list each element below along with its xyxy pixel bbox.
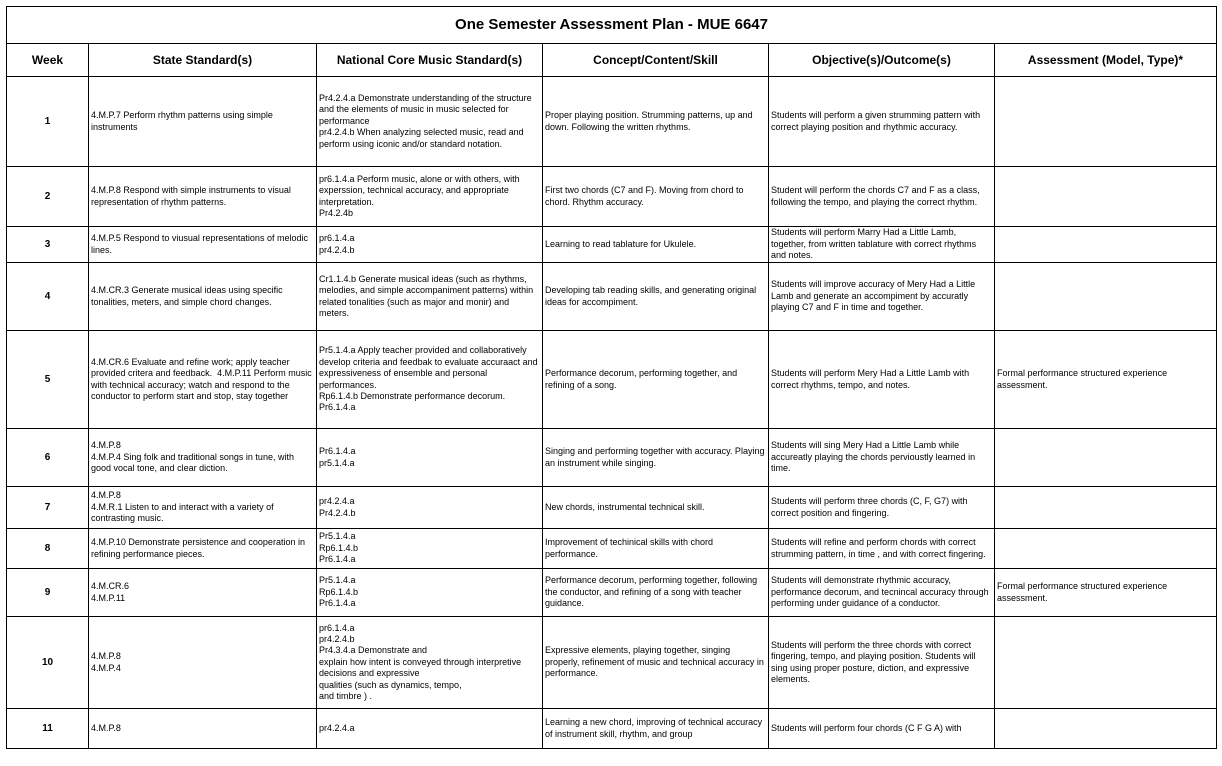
objective-text: Student will perform the chords C7 and F as a class, following the tempo, and playing the correct rhythm. <box>771 185 983 207</box>
concept-cell <box>543 77 769 167</box>
state-cell <box>89 529 317 569</box>
state-cell <box>89 709 317 749</box>
header-national-standards: National Core Music Standard(s) <box>317 44 543 77</box>
header-assessment: Assessment (Model, Type)* <box>995 44 1217 77</box>
concept-cell <box>543 429 769 487</box>
national-text: Pr5.1.4.a Apply teacher provided and collaboratively develop criteria and feedbak to evaluate accuraact and expressiveness of ensemble and personal performances. <box>319 345 541 390</box>
objective-cell <box>769 569 995 617</box>
header-state-standards: State Standard(s) <box>89 44 317 77</box>
national-cell <box>317 429 543 487</box>
national-text: Pr5.1.4.a <box>319 575 356 586</box>
header-week: Week <box>7 44 89 77</box>
assessment-cell <box>995 227 1217 263</box>
week-cell: 10 <box>7 617 89 709</box>
objective-cell <box>769 709 995 749</box>
header-row <box>7 44 1217 77</box>
state-text: 4.M.P.4 <box>91 662 121 673</box>
state-cell <box>89 487 317 529</box>
table-row <box>7 617 1217 709</box>
concept-text: Learning a new chord, improving of technical accuracy of instrument skill, rhythm, and group <box>545 717 765 739</box>
concept-text: Developing tab reading skills, and generating original ideas for accompiment. <box>545 285 759 307</box>
national-cell <box>317 263 543 331</box>
national-text: Pr4.3.4.a Demonstrate and <box>319 645 428 656</box>
state-text: 4.M.P.8 <box>91 490 121 501</box>
week-cell: 2 <box>7 167 89 227</box>
assessment-text: Formal performance structured experience assessment. <box>997 368 1170 390</box>
week-cell: 11 <box>7 709 89 749</box>
objective-text: Students will perform Mery Had a Little Lamb with correct rhythms, tempo, and notes. <box>771 368 972 390</box>
table-row <box>7 529 1217 569</box>
objective-cell <box>769 263 995 331</box>
concept-cell <box>543 569 769 617</box>
table-row <box>7 487 1217 529</box>
objective-text: Students will perform the three chords with correct fingering, tempo, and playing position. Students will sing using proper posture, diction, and expressive elements. <box>771 639 979 684</box>
objective-cell <box>769 227 995 263</box>
state-text: 4.M.CR.6 Evaluate and refine work; apply teacher provided critera and feedback. 4.M.P.11 Perform music with technical accuracy; watch and respond to the conductor to perform start and stop, stay together <box>91 356 315 401</box>
assessment-cell <box>995 529 1217 569</box>
assessment-text: Formal performance structured experience assessment. <box>997 581 1170 603</box>
national-cell <box>317 617 543 709</box>
national-text: qualities (such as dynamics, tempo, <box>319 679 462 690</box>
sheet-title: One Semester Assessment Plan - MUE 6647 <box>7 7 1217 44</box>
table-row <box>7 569 1217 617</box>
concept-cell <box>543 331 769 429</box>
concept-cell <box>543 487 769 529</box>
assessment-plan-sheet <box>6 6 1216 749</box>
objective-text: Students will perform three chords (C, F, G7) with correct position and fingering. <box>771 496 971 518</box>
concept-text: Performance decorum, performing together, and refining of a song. <box>545 368 740 390</box>
concept-text: Proper playing position. Strumming patterns, up and down. Following the written rhythms. <box>545 110 756 132</box>
concept-cell <box>543 529 769 569</box>
table-row <box>7 429 1217 487</box>
objective-text: Students will sing Mery Had a Little Lamb while accureatly playing the chords pervioustly learned in time. <box>771 440 978 474</box>
week-cell: 4 <box>7 263 89 331</box>
state-text: 4.M.P.4 Sing folk and traditional songs in tune, with good vocal tone, and clear diction. <box>91 451 297 474</box>
national-text: Rp6.1.4.b <box>319 586 359 597</box>
national-cell <box>317 487 543 529</box>
assessment-cell <box>995 569 1217 617</box>
concept-text: Performance decorum, performing together, following the conductor, and refining of a song with teacher guidance. <box>545 575 760 609</box>
concept-text: First two chords (C7 and F). Moving from chord to chord. Rhythm accuracy. <box>545 185 747 207</box>
assessment-cell <box>995 77 1217 167</box>
concept-cell <box>543 227 769 263</box>
national-text: Rp6.1.4.b Demonstrate performance decorum. <box>319 390 506 401</box>
objective-text: Students will refine and perform chords with correct strumming pattern, in time , and with correct fingering. <box>771 537 986 559</box>
state-cell <box>89 429 317 487</box>
national-text: pr6.1.4.a Perform music, alone or with others, with experssion, technical accuracy, and appropriate interpretation. <box>319 173 523 207</box>
national-text: Pr6.1.4.a <box>319 598 356 609</box>
state-cell <box>89 167 317 227</box>
week-cell: 6 <box>7 429 89 487</box>
state-text: 4.M.P.7 Perform rhythm patterns using simple instruments <box>91 110 276 132</box>
state-text: 4.M.CR.3 Generate musical ideas using specific tonalities, meters, and simple chord changes. <box>91 285 286 307</box>
national-cell <box>317 709 543 749</box>
concept-text: Expressive elements, playing together, singing properly, refinement of music and technical accuracy in performance. <box>545 645 767 679</box>
state-text: 4.M.P.8 Respond with simple instruments to visual representation of rhythm patterns. <box>91 185 294 207</box>
objective-cell <box>769 331 995 429</box>
objective-text: Students will perform Marry Had a Little Lamb, together, from written tablature with correct rhythms and notes. <box>771 227 979 261</box>
concept-cell <box>543 167 769 227</box>
national-cell <box>317 227 543 263</box>
objective-text: Students will perform a given strumming pattern with correct playing position and rhythmic accuracy. <box>771 110 983 132</box>
assessment-plan-table <box>6 6 1217 749</box>
assessment-cell <box>995 429 1217 487</box>
objective-text: Students will perform four chords (C F G A) with <box>771 722 962 733</box>
state-text: 4.M.P.8 <box>91 440 121 451</box>
table-body <box>7 77 1217 749</box>
national-text: pr4.2.4.b <box>319 633 355 644</box>
national-text: Pr6.1.4.a <box>319 402 356 413</box>
national-text: pr4.2.4.b When analyzing selected music, read and perform using iconic and/or standard notation. <box>319 127 527 149</box>
state-cell <box>89 331 317 429</box>
assessment-cell <box>995 487 1217 529</box>
national-text: pr6.1.4.a <box>319 233 355 244</box>
national-text: Cr1.1.4.b Generate musical ideas (such as rhythms, melodies, and simple accompaniment patterns) within related tonalities (such as major and monir) and meters. <box>319 273 536 318</box>
objective-cell <box>769 167 995 227</box>
national-text: Pr6.1.4.a <box>319 554 356 565</box>
header-concept: Concept/Content/Skill <box>543 44 769 77</box>
state-text: 4.M.P.5 Respond to viusual representations of melodic lines. <box>91 233 311 255</box>
state-text: 4.M.P.8 <box>91 722 121 733</box>
state-cell <box>89 617 317 709</box>
state-cell <box>89 263 317 331</box>
assessment-cell <box>995 167 1217 227</box>
state-cell <box>89 227 317 263</box>
assessment-cell <box>995 709 1217 749</box>
state-text: 4.M.R.1 Listen to and interact with a variety of contrasting music. <box>91 501 277 524</box>
state-text: 4.M.P.10 Demonstrate persistence and cooperation in refining performance pieces. <box>91 537 308 559</box>
state-text: 4.M.P.11 <box>91 592 126 603</box>
assessment-cell <box>995 263 1217 331</box>
concept-text: New chords, instrumental technical skill. <box>545 501 705 512</box>
national-text: pr6.1.4.a <box>319 622 355 633</box>
national-text: Rp6.1.4.b <box>319 542 359 553</box>
national-cell <box>317 77 543 167</box>
national-text: pr5.1.4.a <box>319 457 355 468</box>
week-cell: 8 <box>7 529 89 569</box>
objective-cell <box>769 529 995 569</box>
national-text: pr4.2.4.b <box>319 244 355 255</box>
table-row <box>7 263 1217 331</box>
national-text: pr4.2.4.a <box>319 496 355 507</box>
week-cell: 9 <box>7 569 89 617</box>
concept-text: Improvement of techinical skills with chord performance. <box>545 537 716 559</box>
national-cell <box>317 569 543 617</box>
objective-cell <box>769 487 995 529</box>
state-text: 4.M.P.8 <box>91 651 121 662</box>
table-row <box>7 227 1217 263</box>
concept-cell <box>543 617 769 709</box>
national-text: and timbre ) . <box>319 691 373 702</box>
week-cell: 1 <box>7 77 89 167</box>
national-cell <box>317 167 543 227</box>
table-row <box>7 77 1217 167</box>
national-text: Pr4.2.4b <box>319 207 354 218</box>
objective-cell <box>769 429 995 487</box>
week-cell: 5 <box>7 331 89 429</box>
objective-cell <box>769 617 995 709</box>
national-text: Pr6.1.4.a <box>319 446 356 457</box>
state-text: 4.M.CR.6 <box>91 581 130 592</box>
table-row <box>7 709 1217 749</box>
national-cell <box>317 331 543 429</box>
week-cell: 3 <box>7 227 89 263</box>
table-row <box>7 167 1217 227</box>
national-text: Pr4.2.4.b <box>319 507 356 518</box>
national-text: Pr5.1.4.a <box>319 531 356 542</box>
national-text: explain how intent is conveyed through interpretive decisions and expressive <box>319 656 524 679</box>
state-cell <box>89 569 317 617</box>
header-objective: Objective(s)/Outcome(s) <box>769 44 995 77</box>
national-text: pr4.2.4.a <box>319 722 355 733</box>
national-text: Pr4.2.4.a Demonstrate understanding of the structure and the elements of music in music selected for performance <box>319 92 535 126</box>
assessment-cell <box>995 331 1217 429</box>
objective-text: Students will demonstrate rhythmic accuracy, performance decorum, and tecnincal accuracy through performing under guidance of a conductor. <box>771 575 992 609</box>
concept-text: Learning to read tablature for Ukulele. <box>545 238 697 249</box>
concept-cell <box>543 263 769 331</box>
national-cell <box>317 529 543 569</box>
concept-cell <box>543 709 769 749</box>
concept-text: Singing and performing together with accuracy. Playing an instrument while singing. <box>545 446 767 468</box>
assessment-cell <box>995 617 1217 709</box>
objective-cell <box>769 77 995 167</box>
objective-text: Students will improve accuracy of Mery Had a Little Lamb and generate an accompiment by accuratly playing C7 and F in time and together. <box>771 279 978 313</box>
week-cell: 7 <box>7 487 89 529</box>
state-cell <box>89 77 317 167</box>
table-row <box>7 331 1217 429</box>
